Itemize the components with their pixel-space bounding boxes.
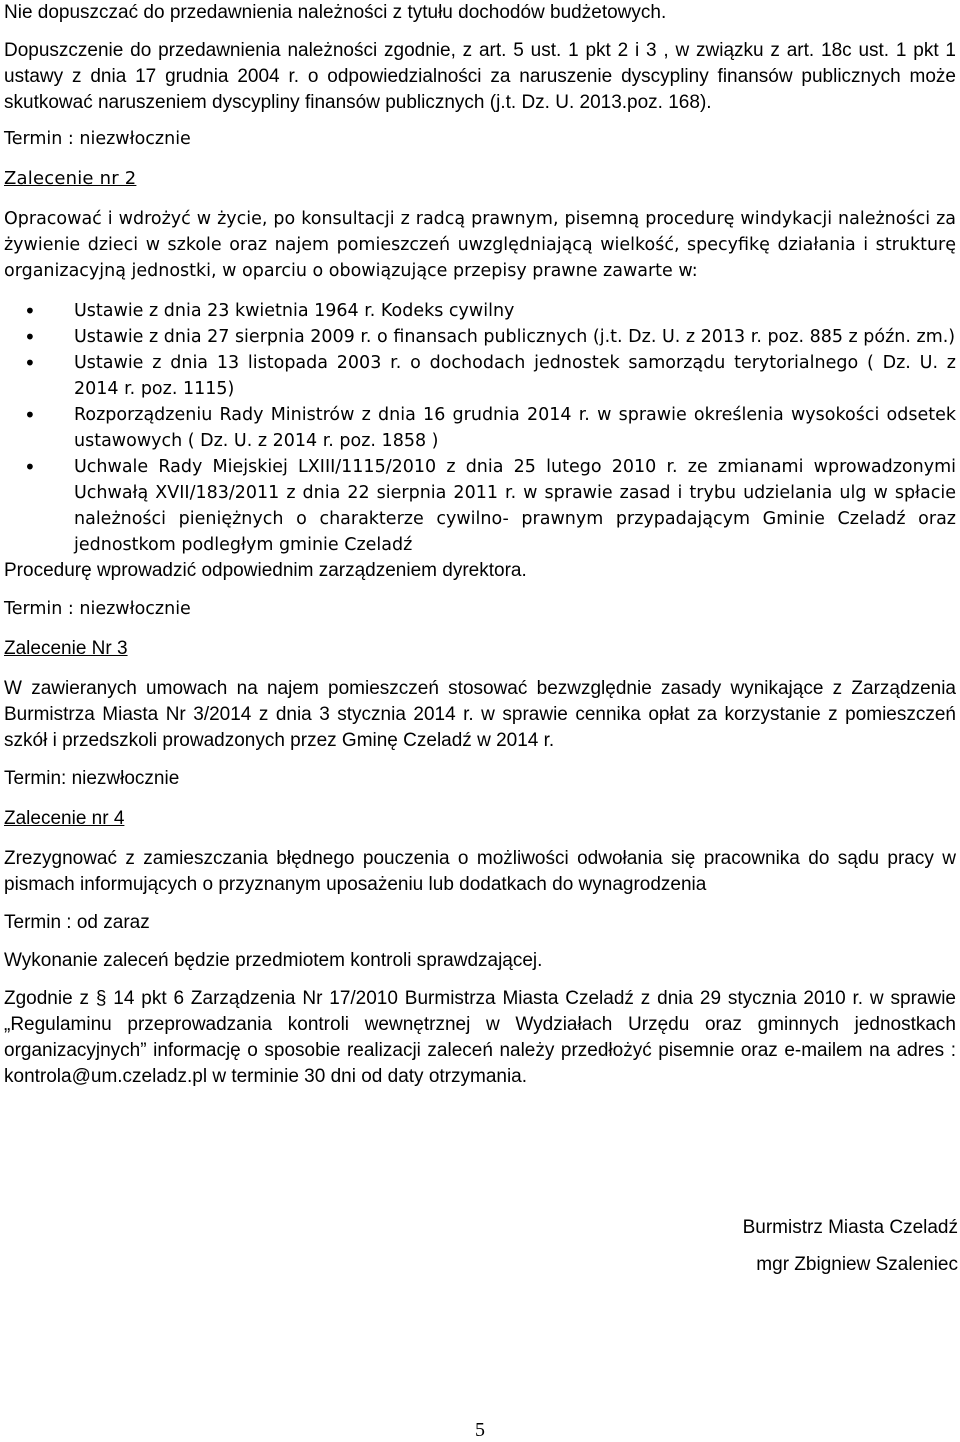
legal-basis-list (4, 298, 956, 558)
bullet-icon: • (24, 351, 36, 375)
signatory-title: Burmistrz Miasta Czeladź (742, 1217, 958, 1238)
page-number: 5 (475, 1419, 485, 1441)
list-item (4, 402, 956, 454)
recommendation-4-heading: Zalecenie nr 4 (4, 808, 125, 829)
deadline-text: Termin : niezwłocznie (4, 129, 191, 149)
list-item-text: Ustawie z dnia 27 sierpnia 2009 r. o finansach publicznych (j.t. Dz. U. z 2013 r. poz. 885 z późn. zm.) (74, 327, 956, 347)
reporting-instructions: Zgodnie z § 14 pkt 6 Zarządzenia Nr 17/2010 Burmistrza Miasta Czeladź z dnia 29 stycznia 2010 r. w sprawie „Regulaminu przeprowadzania kontroli wewnętrznej w Wydziałach Urzędu oraz gminnych jednostkach organizacyjnych” informację o sposobie realizacji zaleceń należy przedłożyć pisemnie oraz e-mailem na adres : kontrola@um.czeladz.pl w terminie 30 dni od daty otrzymania. (4, 988, 956, 1087)
bullet-icon: • (24, 403, 36, 427)
recommendation-3-body: W zawieranych umowach na najem pomieszczeń stosować bezwzględnie zasady wynikające z Zarządzenia Burmistrza Miasta Nr 3/2014 z dnia 3 stycznia 2014 r. w sprawie cennika opłat za korzystanie z pomieszczeń szkół i przedszkoli prowadzonych przez Gminę Czeladź w 2014 r. (4, 678, 956, 751)
opening-sentence: Nie dopuszczać do przedawnienia należności z tytułu dochodów budżetowych. (4, 2, 667, 23)
signatory-name: mgr Zbigniew Szaleniec (756, 1254, 958, 1275)
deadline-text: Termin : niezwłocznie (4, 599, 191, 619)
bullet-icon: • (24, 299, 36, 323)
bullet-icon: • (24, 455, 36, 479)
procedure-sentence: Procedurę wprowadzić odpowiednim zarządzeniem dyrektora. (4, 560, 527, 581)
list-item-text: Rozporządzeniu Rady Ministrów z dnia 16 grudnia 2014 r. w sprawie określenia wysokości odsetek ustawowych ( Dz. U. z 2014 r. poz. 1858 ) (74, 405, 956, 451)
list-item-text: Ustawie z dnia 23 kwietnia 1964 r. Kodeks cywilny (74, 301, 515, 321)
recommendation-4-body: Zrezygnować z zamieszczania błędnego pouczenia o możliwości odwołania się pracownika do sądu pracy w pismach informujących o przyznanym uposażeniu lub dodatkach do wynagrodzenia (4, 848, 956, 895)
list-item-text: Ustawie z dnia 13 listopada 2003 r. o dochodach jednostek samorządu terytorialnego ( Dz. U. z 2014 r. poz. 1115) (74, 353, 956, 399)
bullet-icon: • (24, 325, 36, 349)
recommendation-3-heading: Zalecenie Nr 3 (4, 638, 128, 659)
recommendation-2-body: Opracować i wdrożyć w życie, po konsultacji z radcą prawnym, pisemną procedurę windykacji należności za żywienie dzieci w szkole oraz najem pomieszczeń uwzględniającą wielkość, specyfikę działania i strukturę organizacyjną jednostki, w oparciu o obowiązujące przepisy prawne zawarte w: (4, 209, 956, 281)
deadline-text: Termin: niezwłocznie (4, 768, 180, 789)
follow-up-control-text: Wykonanie zaleceń będzie przedmiotem kontroli sprawdzającej. (4, 950, 543, 971)
recommendation-2-heading: Zalecenie nr 2 (4, 168, 137, 189)
list-item (4, 324, 956, 350)
document-page (4, 0, 956, 1090)
list-item (4, 350, 956, 402)
list-item-text: Uchwale Rady Miejskiej LXIII/1115/2010 z dnia 25 lutego 2010 r. ze zmianami wprowadzonymi Uchwałą XVII/183/2011 z dnia 22 sierpnia 2011 r. w sprawie zasad i trybu udzielania ulg w spłacie należności pieniężnych o charakterze cywilno- prawnym przypadającym Gminie Czeladź oraz jednostkom podległym gminie Czeladź (74, 457, 956, 555)
list-item (4, 298, 956, 324)
list-item (4, 454, 956, 558)
statute-reference-paragraph: Dopuszczenie do przedawnienia należności zgodnie, z art. 5 ust. 1 pkt 2 i 3 , w związku z art. 18c ust. 1 pkt 1 ustawy z dnia 17 grudnia 2004 r. o odpowiedzialności za naruszenie dyscypliny finansów publicznych może skutkować naruszeniem dyscypliny finansów publicznych (j.t. Dz. U. 2013.poz. 168). (4, 40, 956, 113)
deadline-text: Termin : od zaraz (4, 912, 150, 933)
